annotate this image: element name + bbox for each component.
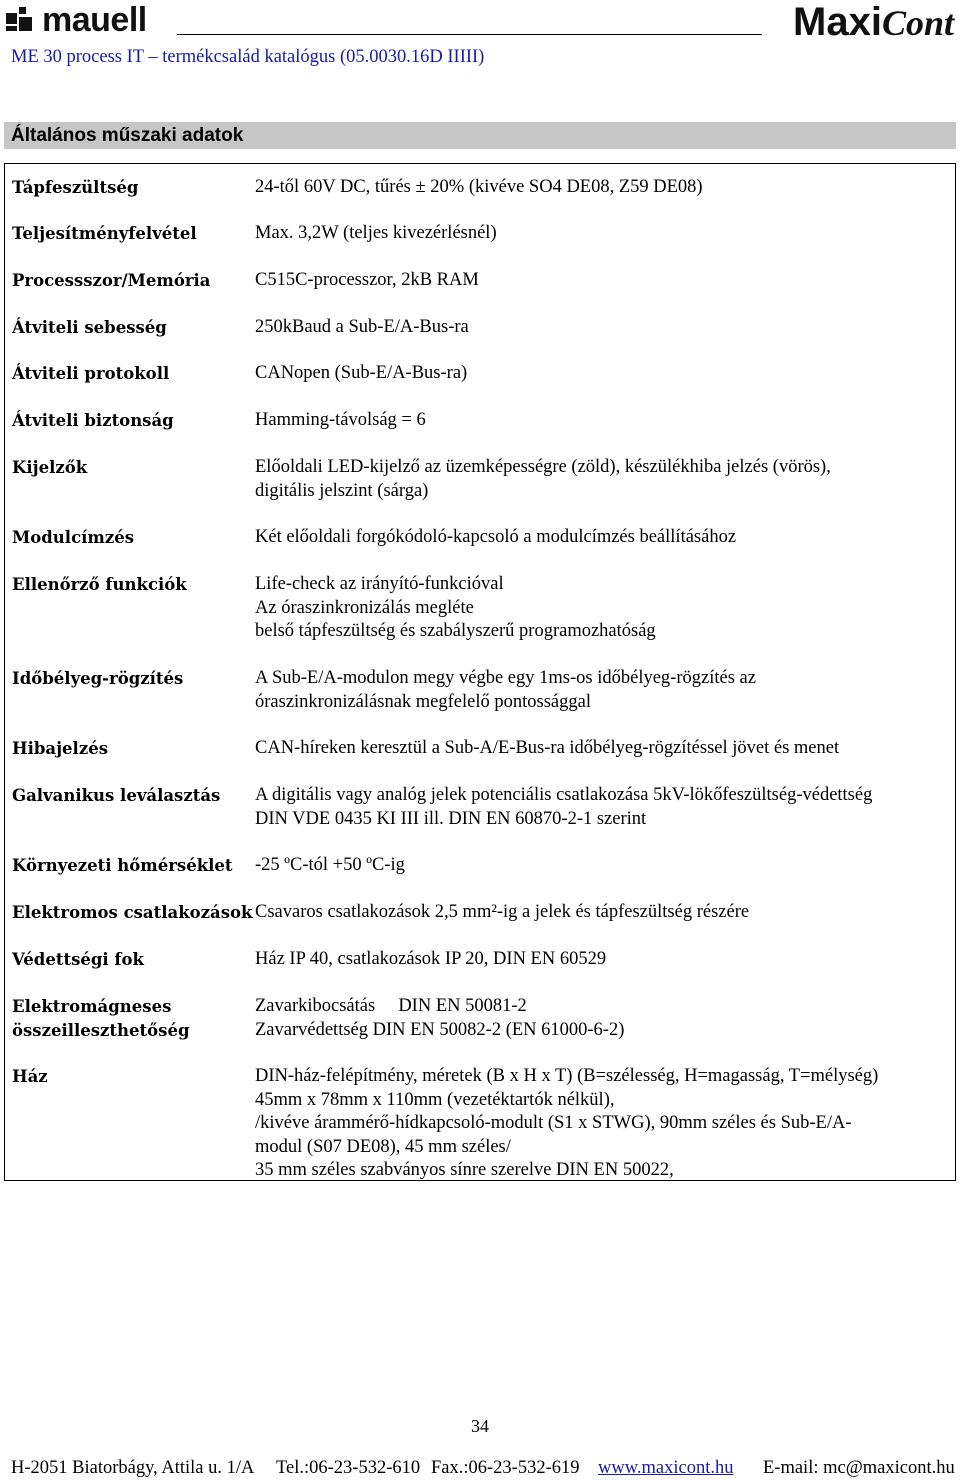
section-header-bar	[4, 122, 956, 149]
spec-value: CANopen (Sub-E/A-Bus-ra)	[255, 363, 468, 383]
footer-email[interactable]: E-mail: mc@maxicont.hu	[763, 1458, 955, 1478]
spec-value: Life-check az irányító-funkcióval Az óraszinkronizálás megléte belső tápfeszültség és szabályszerű programozhatóság	[255, 574, 656, 641]
spec-value: Két előoldali forgókódoló-kapcsoló a modulcímzés beállításához	[255, 527, 737, 547]
spec-label: Modulcímzés	[12, 528, 135, 547]
spec-label: Elektromos csatlakozások	[12, 903, 253, 922]
maxicont-logo-cont: Cont	[881, 3, 954, 43]
section-title: Általános műszaki adatok	[11, 125, 244, 146]
footer-phone: Tel.:06-23-532-610	[276, 1458, 421, 1478]
mauell-logo	[6, 2, 147, 38]
page-number: 34	[471, 1416, 489, 1436]
spec-label: Átviteli biztonság	[12, 411, 174, 430]
spec-label: Átviteli sebesség	[12, 318, 167, 337]
spec-value: DIN-ház-felépítmény, méretek (B x H x T) (B=szélesség, H=magasság, T=mélység) 45mm x 78mm x 110mm (vezetéktartók nélkül), /kivéve árammérő-hídkapcsoló-modult (S1 x STWG), 90mm széles és Sub-E/A- modul (S07 DE08), 45 mm széles/ 35 mm széles szabványos sínre szerelve DIN EN 50022,	[255, 1066, 879, 1180]
spec-value: Hamming-távolság = 6	[255, 410, 426, 430]
spec-label: Tápfeszültség	[12, 178, 139, 197]
spec-label: Processszor/Memória	[12, 271, 211, 290]
catalog-subtitle: ME 30 process IT – termékcsalád katalógus (05.0030.16D IIIII)	[11, 47, 485, 67]
mauell-logo-mark-icon	[6, 7, 36, 33]
spec-value: Csavaros csatlakozások 2,5 mm²-ig a jelek és tápfeszültség részére	[255, 902, 750, 922]
spec-label: Védettségi fok	[12, 950, 144, 969]
spec-label: Kijelzők	[12, 458, 88, 477]
footer-website-link[interactable]: www.maxicont.hu	[598, 1458, 734, 1478]
spec-label: Környezeti hőmérséklet	[12, 856, 233, 875]
spec-label: Galvanikus leválasztás	[12, 786, 221, 805]
spec-value: -25 ºC-tól +50 ºC-ig	[255, 855, 405, 875]
spec-value: C515C-processzor, 2kB RAM	[255, 270, 479, 290]
spec-label: Ház	[12, 1067, 48, 1086]
spec-value: CAN-híreken keresztül a Sub-A/E-Bus-ra időbélyeg-rögzítéssel jövet és menet	[255, 738, 840, 758]
maxicont-logo	[793, 0, 954, 45]
spec-label: Időbélyeg-rögzítés	[12, 669, 184, 688]
spec-value: Előoldali LED-kijelző az üzemképességre (zöld), készülékhiba jelzés (vörös), digitális jelszint (sárga)	[255, 457, 831, 501]
spec-table	[4, 163, 956, 1181]
maxicont-logo-maxi: Maxi	[793, 0, 882, 44]
spec-label: Ellenőrző funkciók	[12, 575, 187, 594]
spec-value: Zavarkibocsátás DIN EN 50081-2 Zavarvédettség DIN EN 50082-2 (EN 61000-6-2)	[255, 996, 625, 1040]
spec-label: Elektromágneses összeilleszthetőség	[12, 997, 190, 1040]
spec-value: A digitális vagy analóg jelek potenciális csatlakozása 5kV-lökőfeszültség-védettség DIN VDE 0435 KI III ill. DIN EN 60870-2-1 szerint	[255, 785, 873, 829]
footer-fax: Fax.:06-23-532-619	[431, 1458, 580, 1478]
header-rule	[177, 34, 762, 35]
spec-value: 24-től 60V DC, tűrés ± 20% (kivéve SO4 DE08, Z59 DE08)	[255, 177, 703, 197]
spec-label: Átviteli protokoll	[12, 364, 170, 383]
mauell-logo-text: mauell	[42, 0, 147, 39]
spec-label: Teljesítményfelvétel	[12, 224, 197, 243]
spec-value: 250kBaud a Sub-E/A-Bus-ra	[255, 317, 469, 337]
spec-value: A Sub-E/A-modulon megy végbe egy 1ms-os időbélyeg-rögzítés az óraszinkronizálásnak megfelelő pontossággal	[255, 668, 756, 712]
spec-label: Hibajelzés	[12, 739, 108, 758]
footer-address: H-2051 Biatorbágy, Attila u. 1/A	[11, 1458, 255, 1478]
spec-value: Max. 3,2W (teljes kivezérlésnél)	[255, 223, 497, 243]
spec-value: Ház IP 40, csatlakozások IP 20, DIN EN 60529	[255, 949, 607, 969]
